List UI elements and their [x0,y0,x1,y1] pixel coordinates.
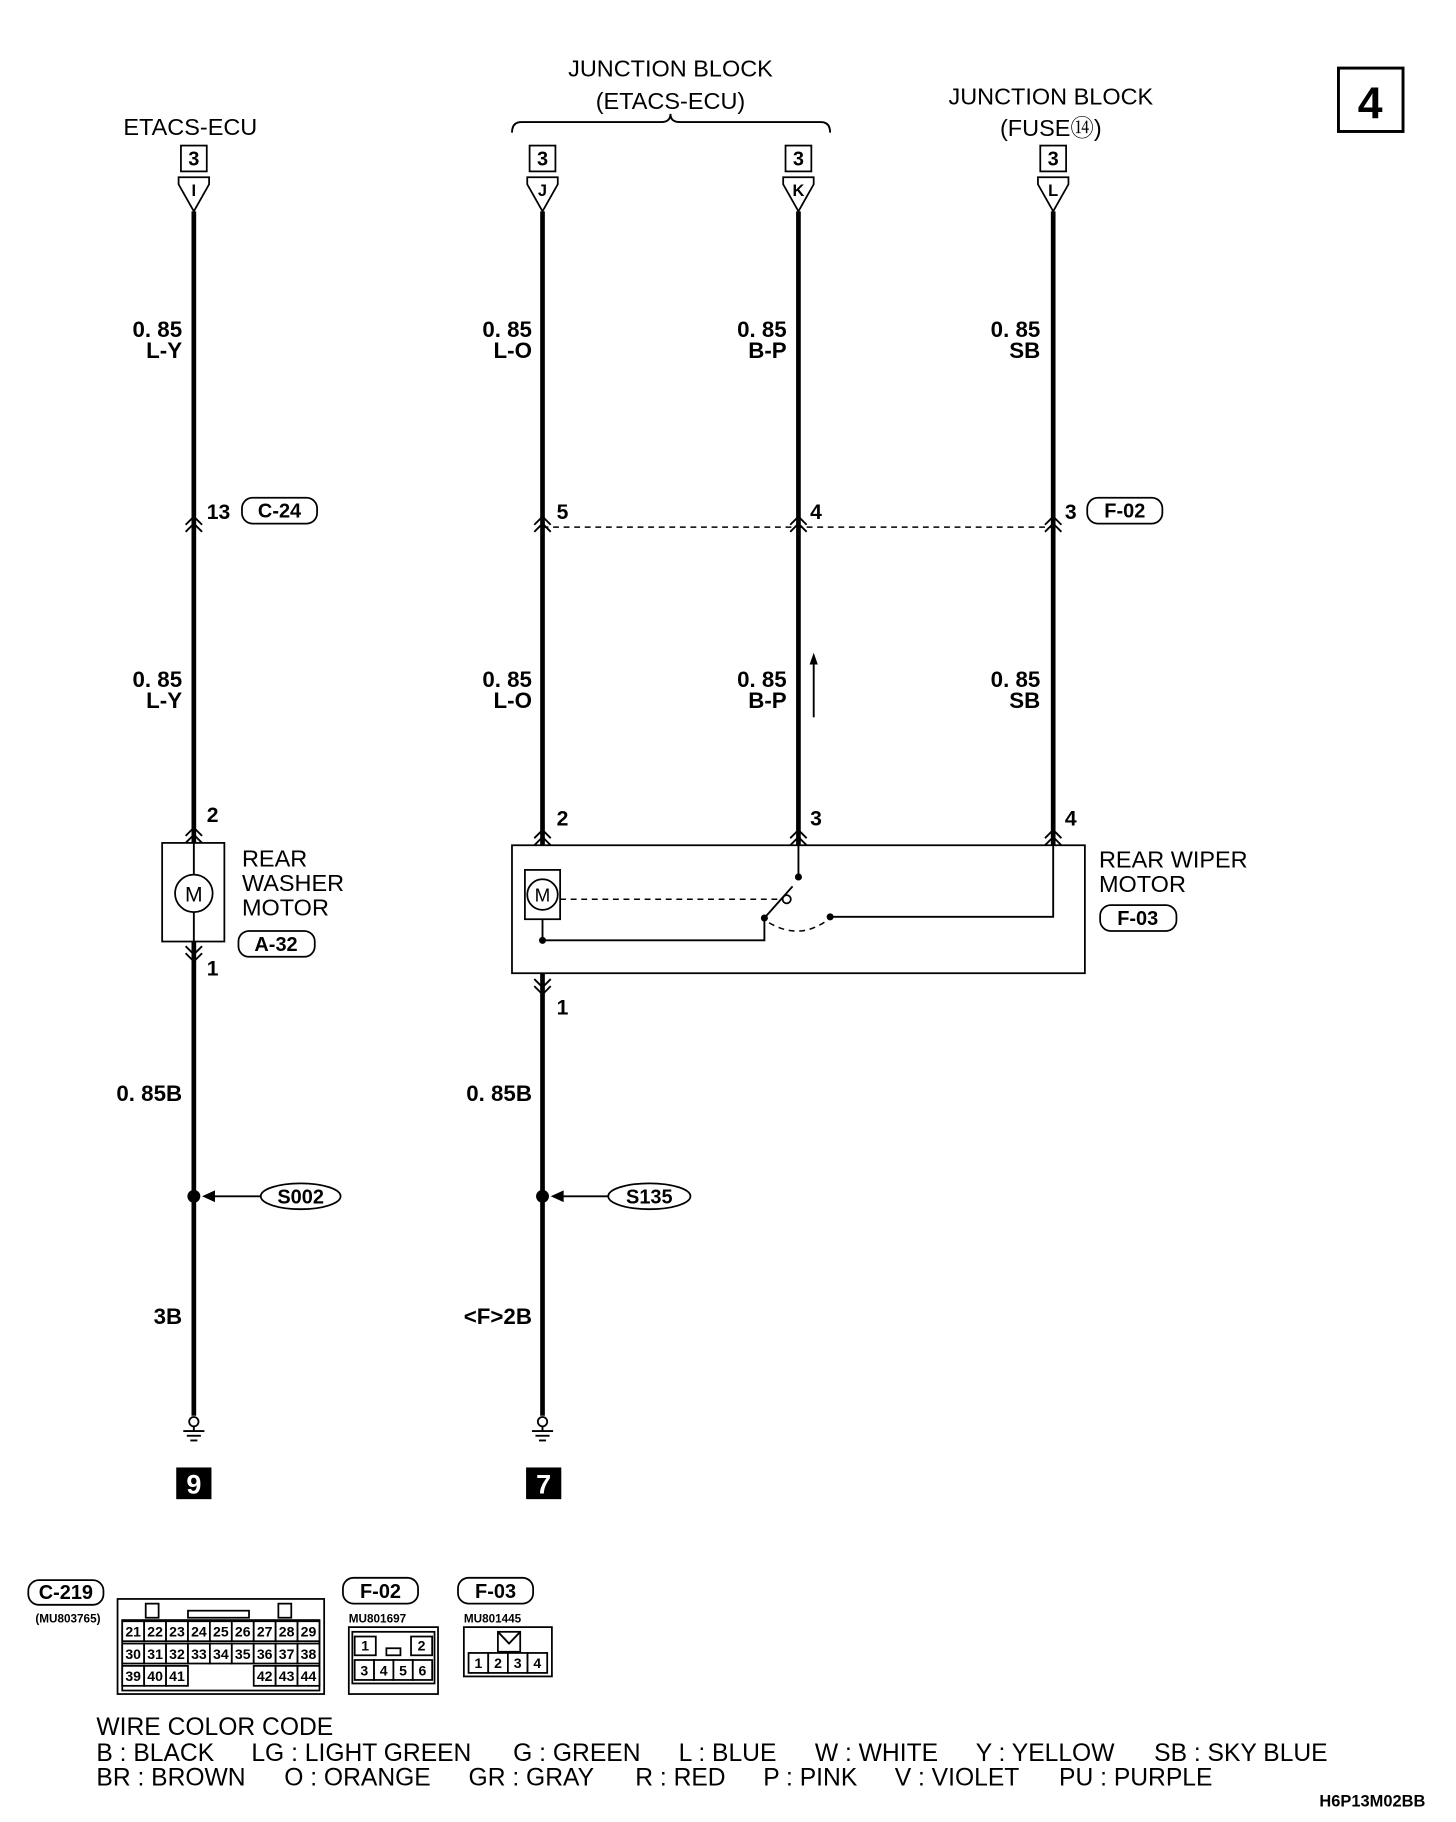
legend-entry: SB : SKY BLUE [1154,1739,1328,1767]
connector-pin-number: 35 [234,1645,251,1662]
junction-pin-number: 5 [556,500,569,524]
header-junction-block-etacs-sub: (ETACS-ECU) [595,88,746,115]
legend-entry: PU : PURPLE [1059,1764,1213,1792]
page-number: 4 [1357,79,1383,129]
connector-pin: 6 [418,1662,427,1679]
rear-washer-motor-label: REAR [241,845,308,872]
wire-size: 0. 85 [990,316,1041,342]
connector-pin-number: 40 [147,1668,163,1685]
ground-lead-label: 3B [153,1304,183,1330]
ground-icon [183,1417,204,1440]
header-junction-block-etacs: JUNCTION BLOCK [568,55,773,82]
connector-id: F-03 [475,1580,517,1603]
wire-size: 0. 85 [132,316,183,342]
splice-point-icon [536,1190,549,1203]
connector-pin [298,1666,320,1686]
circuit-rear-washer [116,146,344,1500]
legend-entry: B : BLACK [96,1739,215,1767]
connector-pin-number: 23 [169,1623,185,1640]
wire-color: L-O [493,687,532,713]
connector-pin [144,1666,166,1686]
connector-pin-number: 42 [256,1668,273,1685]
legend-entry: Y : YELLOW [975,1739,1115,1767]
connector-pin-number: 36 [256,1645,273,1662]
splice-label: S002 [277,1186,324,1209]
motor-symbol: M [534,884,551,906]
wire-color: L-Y [146,338,183,364]
connector-pin [254,1644,276,1664]
page-number-box [1338,68,1403,131]
terminal-letter: L [1048,182,1059,201]
wire-size: 0. 85 [132,666,183,692]
ground-point-number: 7 [536,1469,552,1500]
connector-pin [254,1666,276,1686]
connector-pin [144,1644,166,1664]
motor-pin-number: 2 [556,807,569,831]
connector-pin [122,1621,144,1641]
ground-point-number: 9 [186,1469,202,1500]
connector-tag-label: F-02 [1104,500,1146,523]
connector-pin [276,1644,298,1664]
connector-pin: 5 [399,1662,408,1679]
connector-pin-number: 43 [278,1668,295,1685]
return-pin-number: 1 [556,996,569,1020]
connector-id: F-02 [360,1580,402,1603]
wire-size: 0. 85 [990,666,1041,692]
rear-wiper-motor-label: MOTOR [1098,871,1186,898]
motor-pin-number: 2 [206,803,219,827]
wire-color: SB [1009,338,1041,364]
connector-pin [254,1621,276,1641]
connector-pin-number: 41 [169,1668,185,1685]
connector-pin-number: 30 [125,1645,142,1662]
legend-entry: G : GREEN [513,1739,641,1767]
connector-pin-number: 21 [125,1623,142,1640]
source-connector-number: 3 [536,148,549,171]
connector-part-number: MU801445 [463,1612,522,1626]
drawing-code: H6P13M02BB [1319,1792,1426,1811]
connector-pin [166,1644,188,1664]
connector-pin [166,1666,188,1686]
wire-color: B-P [748,687,787,713]
wire-color: SB [1009,687,1041,713]
connector-pin: 2 [417,1637,426,1654]
legend-entry: GR : GRAY [468,1764,595,1792]
connector-pin: 3 [360,1662,369,1679]
legend-entry: V : VIOLET [894,1764,1020,1792]
connector-pin [122,1666,144,1686]
connector-pin [276,1621,298,1641]
connector-pin: 1 [474,1655,483,1672]
connector-pin: 2 [494,1655,502,1672]
terminal-letter: J [537,182,548,201]
wire-color-legend [96,1714,1327,1791]
motor-symbol: M [185,883,203,907]
motor-pin-number: 4 [1064,807,1077,831]
connector-f-02 [343,1578,438,1694]
circuit-rear-wiper-motor-feed [464,146,691,1500]
ground-wire-label: 0. 85B [466,1081,532,1107]
header-junction-block-fuse-sub: (FUSE⑭) [999,115,1102,142]
legend-entry: R : RED [635,1764,726,1792]
arrow-up-icon [810,653,818,718]
legend-title: WIRE COLOR CODE [96,1714,334,1742]
junction-block-brace [512,114,830,133]
source-connector-number: 3 [1047,148,1059,171]
circuit-rear-wiper-auto-stop [737,146,822,846]
legend-entry: P : PINK [763,1764,858,1792]
connector-pin-number: 29 [300,1623,317,1640]
header-etacs-ecu: ETACS-ECU [123,114,258,141]
connector-tag-label: F-03 [1117,908,1159,931]
connector-pin: 4 [533,1655,542,1672]
connector-pin-number: 24 [191,1623,207,1640]
ground-icon [532,1417,553,1440]
rear-wiper-motor-label: REAR WIPER [1098,846,1248,873]
motor-pin-number: 3 [810,807,822,831]
rear-washer-motor [162,843,224,942]
wire-size: 0. 85 [737,316,787,342]
terminal-letter: I [191,182,197,201]
wire-color: L-Y [146,687,183,713]
connector-pin: 4 [379,1662,388,1679]
legend-entry: O : ORANGE [284,1764,431,1792]
wire-size: 0. 85 [482,666,532,692]
connector-id: C-219 [38,1581,94,1604]
wire-size: 0. 85 [482,316,532,342]
connector-pin-number: 27 [256,1623,273,1640]
connector-tag-label: A-32 [254,933,298,956]
wire-color: L-O [493,338,532,364]
ground-wire-label: 0. 85B [116,1081,183,1107]
connector-pin [188,1644,210,1664]
connector-pin-number: 33 [191,1645,207,1662]
terminal-letter: K [792,182,805,201]
connector-pin-number: 34 [213,1645,229,1662]
connector-pin-number: 22 [147,1623,163,1640]
wire-size: 0. 85 [737,666,787,692]
rear-washer-motor-label: WASHER [241,870,345,897]
connector-pin-number: 32 [169,1645,185,1662]
connector-pin [298,1621,320,1641]
connector-pin [276,1666,298,1686]
arrow-left-icon [551,1190,564,1202]
connector-pin-number: 28 [278,1623,295,1640]
connector-part-number: (MU803765) [35,1612,101,1626]
connector-pin [210,1644,232,1664]
connector-pin [210,1621,232,1641]
connector-pin-number: 39 [125,1668,142,1685]
connector-pin [298,1644,320,1664]
splice-label: S135 [626,1186,673,1209]
connector-pin-number: 25 [213,1623,229,1640]
legend-entry: L : BLUE [678,1739,777,1767]
connector-pin [232,1644,254,1664]
connector-pin [144,1621,166,1641]
connector-pin-number: 37 [278,1645,295,1662]
return-pin-number: 1 [206,957,219,981]
connector-pin [122,1644,144,1664]
header-junction-block-fuse: JUNCTION BLOCK [948,83,1154,110]
connector-pin-number: 38 [300,1645,317,1662]
arrow-left-icon [202,1190,215,1202]
connector-f-03 [458,1578,552,1677]
connector-pin [188,1621,210,1641]
ground-lead-label: <F>2B [463,1304,532,1330]
splice-point-icon [187,1190,200,1203]
legend-entry: LG : LIGHT GREEN [251,1739,472,1767]
connector-tag-label: C-24 [257,500,302,523]
source-connector-number: 3 [792,148,804,171]
rear-washer-motor-label: MOTOR [241,894,329,921]
connector-pin-number: 26 [234,1623,251,1640]
connector-c-219 [28,1580,324,1694]
connector-part-number: MU801697 [348,1612,407,1626]
wire-color: B-P [748,338,787,364]
connector-pin-number: 31 [147,1645,163,1662]
junction-pin-number: 13 [206,500,231,524]
connector-pin: 3 [513,1655,522,1672]
connector-pin [232,1621,254,1641]
connector-pin: 1 [361,1637,370,1654]
connector-pin [166,1621,188,1641]
circuit-fuse-feed [991,146,1163,846]
legend-entry: W : WHITE [814,1739,939,1767]
rear-wiper-motor [512,845,1085,973]
source-connector-number: 3 [188,148,200,171]
junction-pin-number: 3 [1064,500,1077,524]
junction-pin-number: 4 [810,500,822,524]
legend-entry: BR : BROWN [96,1764,246,1792]
connector-pin-number: 44 [300,1668,317,1685]
